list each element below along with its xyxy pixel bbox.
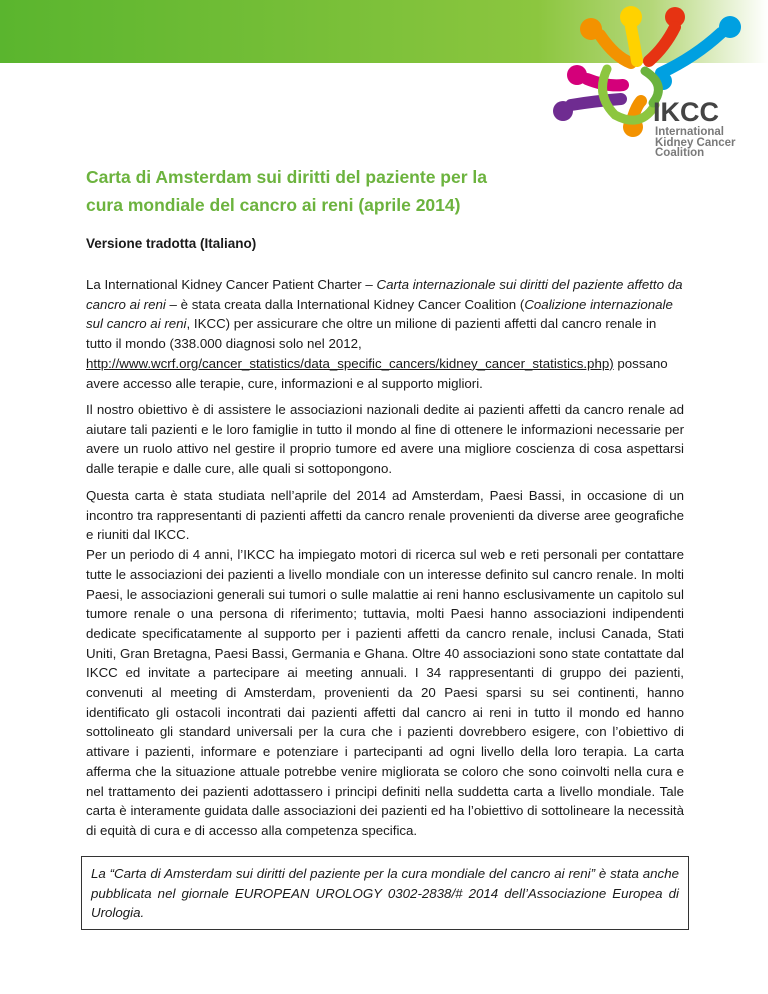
statistics-link[interactable]: http://www.wcrf.org/cancer_statistics/data_specific_cancers/kidney_cancer_statistics.php) (86, 355, 614, 371)
document-title: Carta di Amsterdam sui diritti del paziente per la cura mondiale del cancro ai reni (aprile 2014) (86, 167, 487, 215)
objective-paragraph: Il nostro obiettivo è di assistere le associazioni nazionali dedite ai pazienti affetti da cancro renale ad aiutare tali pazienti e le loro famiglie in tutto il mondo al fine di ottenere le informazioni necessarie per avere un ruolo attivo nel gestire il proprio tumore ed avere una migliore coscienza di cosa aspettarsi dalle terapie e dalle cure, alle quali si sottopongono. (86, 402, 684, 477)
publication-note-box: La “Carta di Amsterdam sui diritti del paziente per la cura mondiale del cancro ai reni” è stata anche pubblicata nel giornale EUROPEAN UROLOGY 0302-2838/# 2014 dell’Associazione Europea di Urologia. (81, 856, 689, 930)
intro-paragraph: La International Kidney Cancer Patient Charter – Carta internazionale sui diritti del paziente affetto da cancro ai reni – è stata creata dalla International Kidney Cancer Coalition (Coalizione internazionale sul cancro ai reni, IKCC) per assicurare che oltre un milione di pazienti affetti dal cancro renale in tutto il mondo (338.000 diagnosi solo nel 2012, http://www.wcrf.org/cancer_statistics/data_specific_cancers/kidney_cancer_statistics.php) possano avere accesso alle terapie, cure, informazioni e al supporto migliori. (86, 277, 683, 391)
logo-subtitle: International Kidney Cancer Coalition (655, 126, 736, 159)
history-paragraph: Questa carta è stata studiata nell’aprile del 2014 ad Amsterdam, Paesi Bassi, in occasione di un incontro tra rappresentanti di pazienti affetti da cancro renale provenienti da diverse aree geografiche e riuniti dal IKCC. Per un periodo di 4 anni, l’IKCC ha impiegato motori di ricerca sul web e reti personali per contattare tutte le associazioni dei pazienti a livello mondiale con un interesse definito sul cancro renale. In molti Paesi, le associazioni generali sui tumori o sulle malattie ai reni hanno esclusivamente un capitolo sul tumore renale o una persona di riferimento; tuttavia, molti Paesi hanno associazioni indipendenti dedicate specificatamente al supporto per i pazienti affetti da cancro renale, inclusi Canada, Stati Uniti, Gran Bretagna, Paesi Bassi, Germania e Ghana. Oltre 40 associazioni sono state contattate dal IKCC ed invitate a partecipare ai meeting annuali. I 34 rappresentanti di gruppo dei pazienti, convenuti al meeting di Amsterdam, provenienti da 20 Paesi sparsi su sei continenti, hanno identificato gli ostacoli incontrati dai pazienti affetti dal cancro ai reni in tutto il mondo ed hanno sottolineato gli standard universali per la cura che i pazienti dovrebbero esigere, con l’obiettivo di attivare i pazienti, informare e potenziare i partecipanti ad ogni livello della loro terapia. La carta afferma che la situazione attuale potrebbe venire migliorata se coloro che sono coinvolti nella cura e nel trattamento dei pazienti adottassero i principi definiti nella suddetta carta a livello mondiale. Tale carta è interamente guidata dalle associazioni dei pazienti ed ha l’obiettivo di sottolineare la necessità di equità di cura e di accesso alla competenza specifica. (86, 488, 684, 838)
document-subtitle: Versione tradotta (Italiano) (86, 236, 257, 251)
logo-title: IKCC (653, 97, 719, 127)
